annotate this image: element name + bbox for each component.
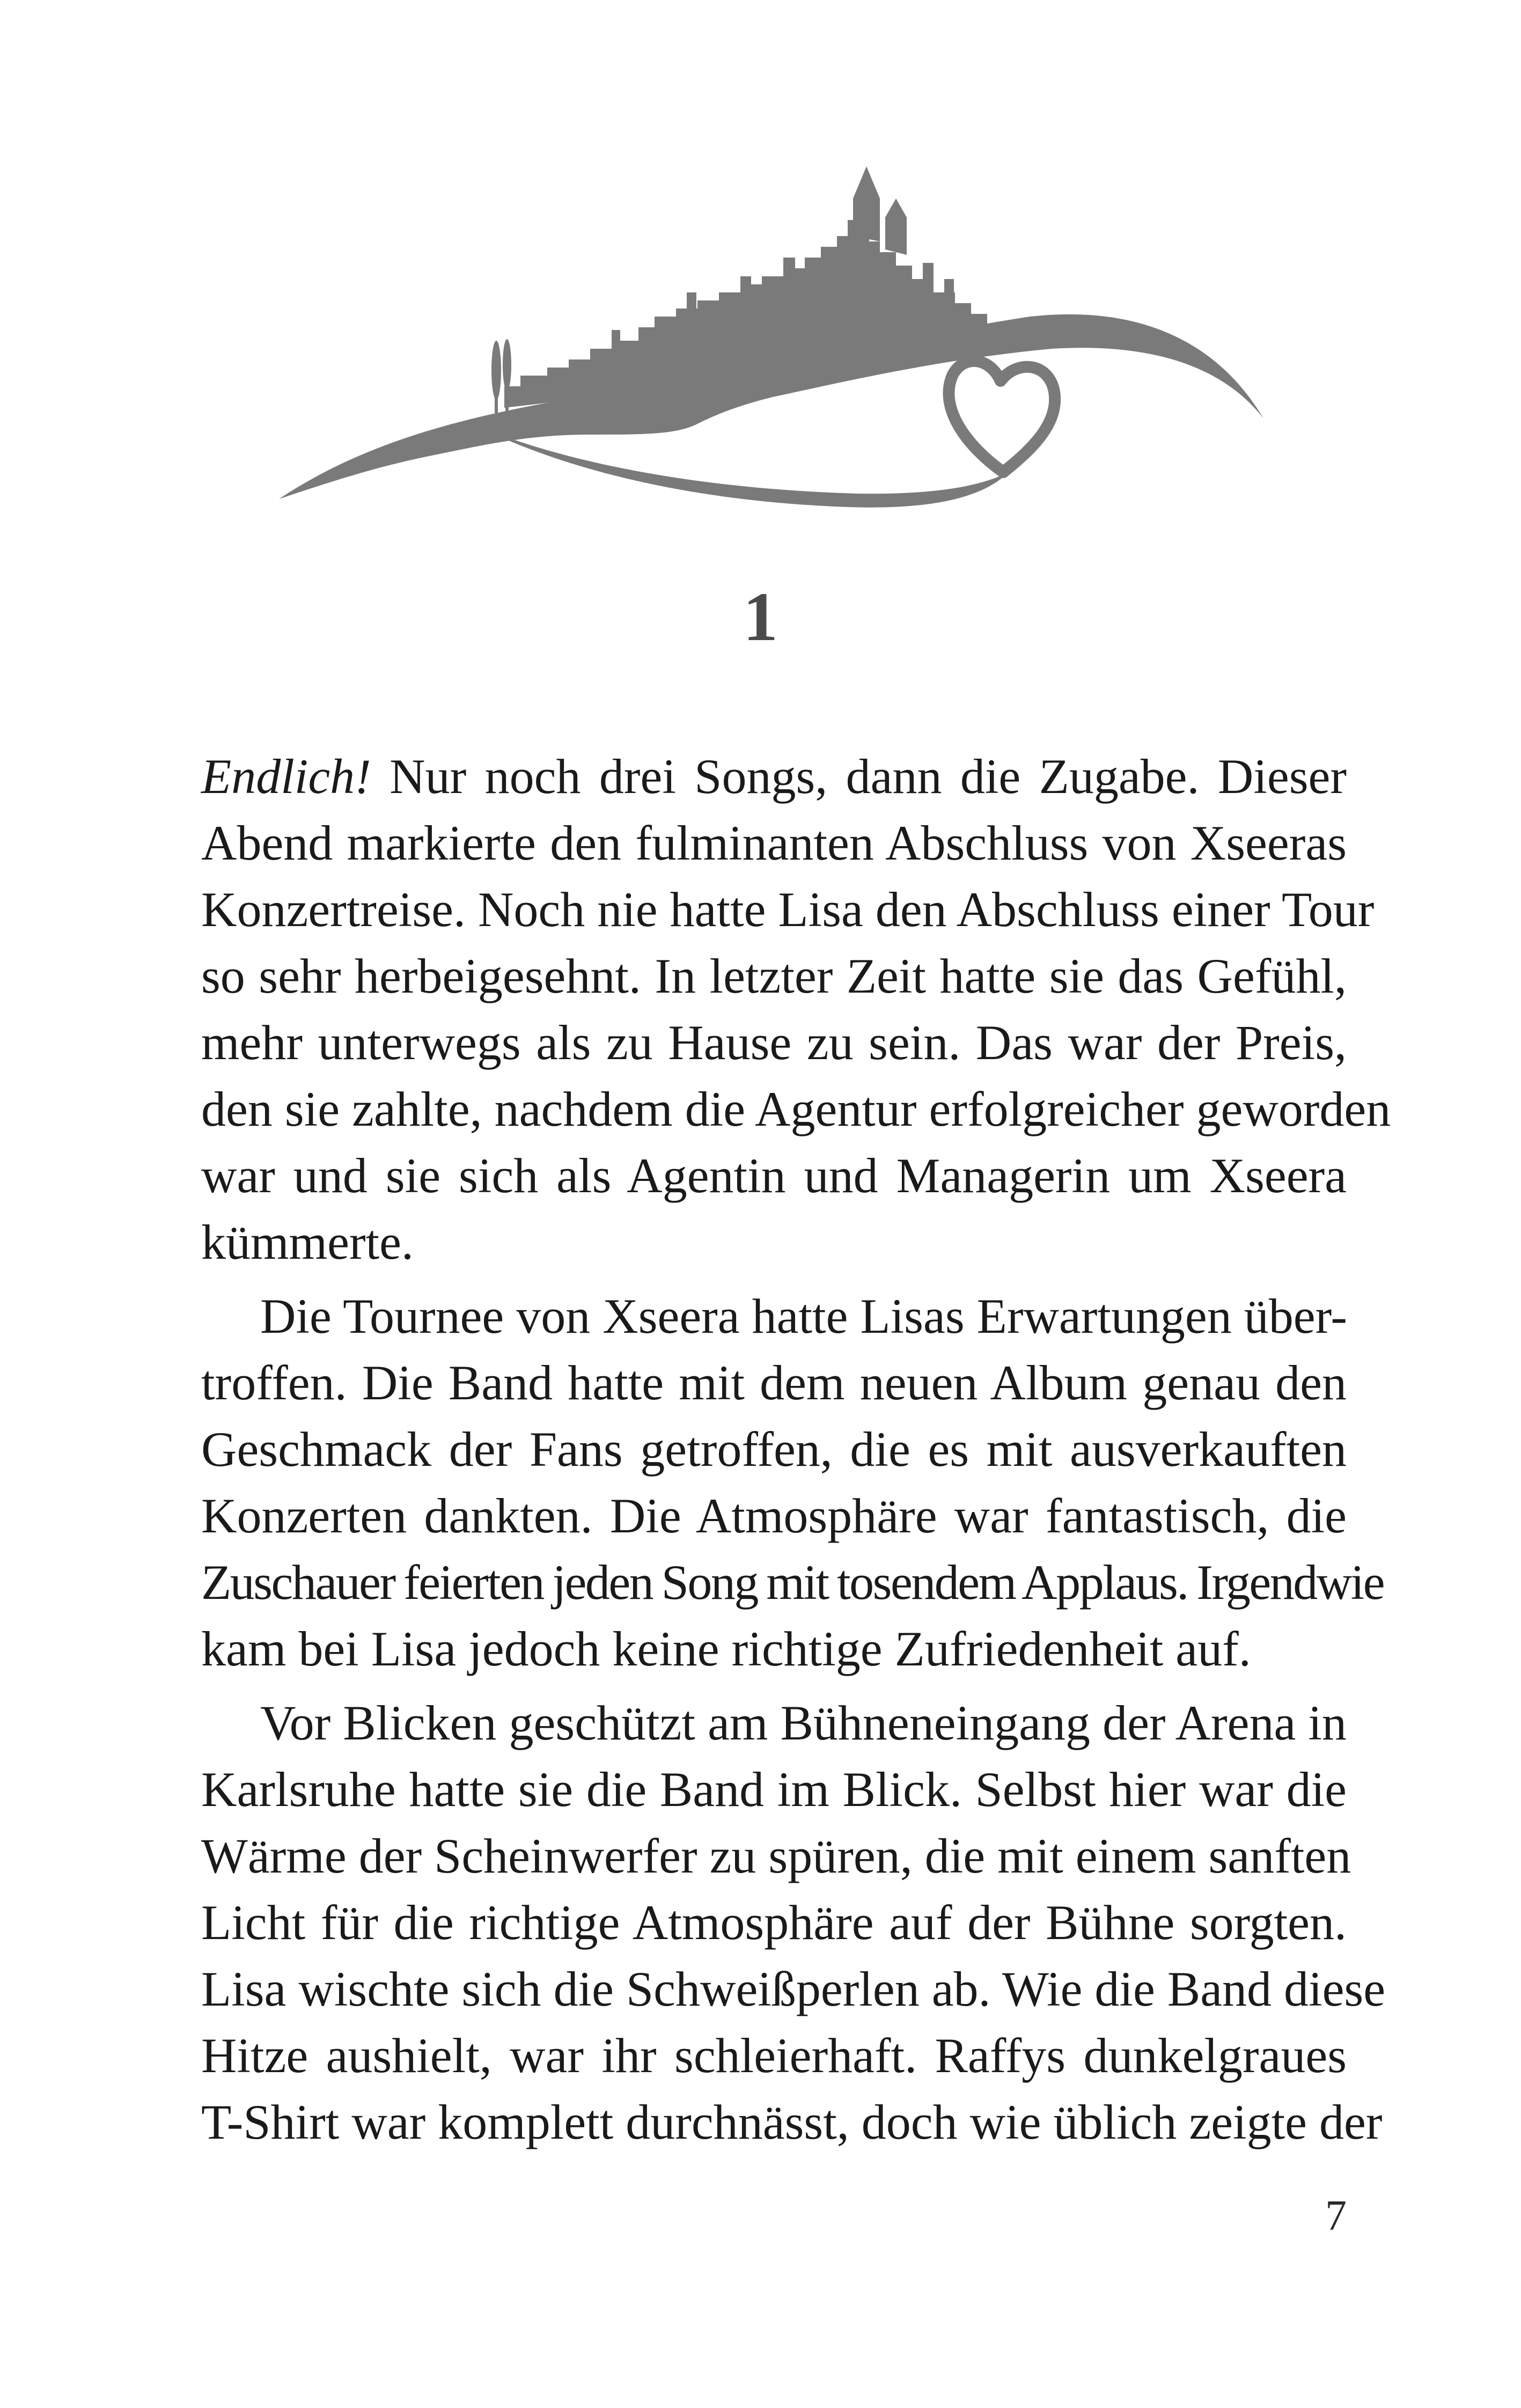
- paragraph-3-line-3: Wärme der Scheinwerfer zu spüren, die mit einem sanften: [201, 1829, 1351, 1883]
- paragraph-3-line-5: Lisa wischte sich die Schweißperlen ab. Wie die Band diese: [201, 1962, 1386, 2016]
- paragraph-2-line-3: Geschmack der Fans getroffen, die es mit ausverkauften: [201, 1422, 1347, 1477]
- paragraph-3-line-6: Hitze aushielt, war ihr schleierhaft. Raffys dunkelgraues: [201, 2028, 1347, 2083]
- paragraph-3-line-1: Vor Blicken geschützt am Bühneneingang der Arena in: [260, 1695, 1347, 1750]
- line-text: Nur noch drei Songs, dann die Zugabe. Dieser: [371, 749, 1347, 804]
- chapter-number: 1: [743, 578, 778, 656]
- paragraph-2-line-5: Zuschauer feierten jeden Song mit tosendem Applaus. Irgendwie: [201, 1555, 1384, 1610]
- paragraph-1-line-8: kümmerte.: [201, 1215, 414, 1269]
- paragraph-1-line-2: Abend markierte den fulminanten Abschluss von Xseeras: [201, 816, 1347, 870]
- paragraph-3-line-7: T-Shirt war komplett durchnässt, doch wie üblich zeigte der: [201, 2095, 1383, 2149]
- body-text: [201, 743, 1391, 2155]
- paragraph-1-line-4: so sehr herbeigesehnt. In letzter Zeit hatte sie das Gefühl,: [201, 949, 1347, 1003]
- emphasis-endlich: Endlich!: [201, 749, 371, 804]
- castle-hill-heart-icon: [268, 156, 1277, 520]
- paragraph-2-line-6: kam bei Lisa jedoch keine richtige Zufriedenheit auf.: [201, 1621, 1251, 1676]
- paragraph-2-line-2: troffen. Die Band hatte mit dem neuen Album genau den: [201, 1355, 1347, 1410]
- paragraph-2-line-1: Die Tournee von Xseera hatte Lisas Erwartungen über-: [260, 1289, 1348, 1344]
- paragraph-3-line-4: Licht für die richtige Atmosphäre auf der Bühne sorgten.: [201, 1895, 1347, 1950]
- paragraph-1-line-5: mehr unterwegs als zu Hause zu sein. Das war der Preis,: [201, 1015, 1347, 1070]
- paragraph-1-line-6: den sie zahlte, nachdem die Agentur erfolgreicher geworden: [201, 1082, 1391, 1136]
- paragraph-1-line-7: war und sie sich als Agentin und Managerin um Xseera: [201, 1148, 1347, 1203]
- paragraph-1-line-3: Konzertreise. Noch nie hatte Lisa den Abschluss einer Tour: [201, 882, 1375, 937]
- paragraph-3-line-2: Karlsruhe hatte sie die Band im Blick. Selbst hier war die: [201, 1762, 1347, 1817]
- paragraph-1-line-1: [201, 743, 1347, 810]
- paragraph-2-line-4: Konzerten dankten. Die Atmosphäre war fantastisch, die: [201, 1488, 1347, 1543]
- page-number: 7: [1325, 2192, 1347, 2240]
